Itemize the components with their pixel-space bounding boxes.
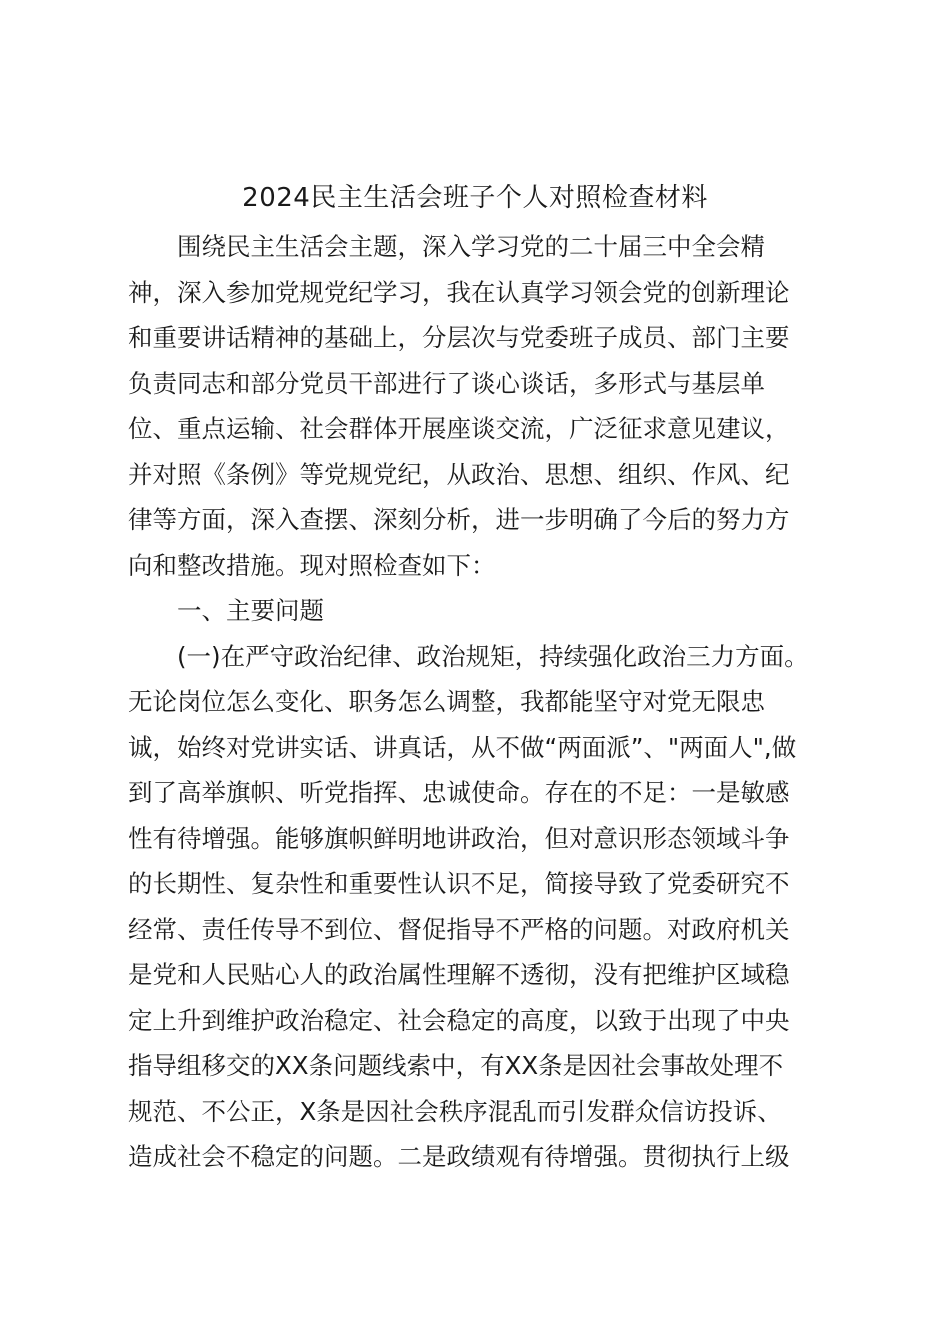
- paragraph-line: 定上升到维护政治稳定、社会稳定的高度，以致于出现了中央: [128, 1005, 790, 1035]
- paragraph-line: 律等方面，深入查摆、深刻分析，进一步明确了今后的努力方: [128, 505, 790, 534]
- paragraph-line: 是党和人民贴心人的政治属性理解不透彻，没有把维护区域稳: [128, 960, 790, 989]
- subsection-heading-line: (一)在严守政治纪律、政治规矩，持续强化政治三力方面。: [177, 641, 809, 671]
- paragraph-line: 无论岗位怎么变化、职务怎么调整，我都能坚守对党无限忠: [128, 687, 765, 716]
- paragraph-line: 的长期性、复杂性和重要性认识不足，简接导致了党委研究不: [128, 869, 790, 898]
- document-body: [128, 224, 828, 1180]
- paragraph-line: 向和整改措施。现对照检查如下：: [128, 550, 496, 580]
- paragraph-line: 负责同志和部分党员干部进行了谈心谈话，多形式与基层单: [128, 368, 765, 398]
- paragraph-line: 位、重点运输、社会群体开展座谈交流，广泛征求意见建议，: [128, 414, 790, 443]
- paragraph-line: 到了高举旗帜、听党指挥、忠诚使命。存在的不足：一是敏感: [128, 778, 790, 807]
- document-title: 2024民主生活会班子个人对照检查材料: [242, 183, 708, 213]
- paragraph-line: 诚，始终对党讲实话、讲真话，从不做“两面派”、"两面人",做: [128, 732, 797, 762]
- section-heading: 一、主要问题: [177, 596, 324, 625]
- paragraph-line: 经常、责任传导不到位、督促指导不严格的问题。对政府机关: [128, 914, 790, 944]
- paragraph-line: 指导组移交的XX条问题线索中，有XX条是因社会事故处理不: [128, 1051, 784, 1080]
- paragraph-line: 并对照《条例》等党规党纪，从政治、思想、组织、作风、纪: [128, 459, 790, 489]
- paragraph-line: 神，深入参加党规党纪学习，我在认真学习领会党的创新理论: [128, 277, 790, 307]
- paragraph-line: 和重要讲话精神的基础上，分层次与党委班子成员、部门主要: [128, 323, 790, 352]
- paragraph-line: 规范、不公正，X条是因社会秩序混乱而引发群众信访投诉、: [128, 1096, 782, 1126]
- paragraph-line: 围绕民主生活会主题，深入学习党的二十届三中全会精: [177, 232, 765, 261]
- paragraph-line: 造成社会不稳定的问题。二是政绩观有待增强。贯彻执行上级: [128, 1142, 790, 1171]
- paragraph-line: 性有待增强。能够旗帜鲜明地讲政治，但对意识形态领域斗争: [128, 823, 790, 853]
